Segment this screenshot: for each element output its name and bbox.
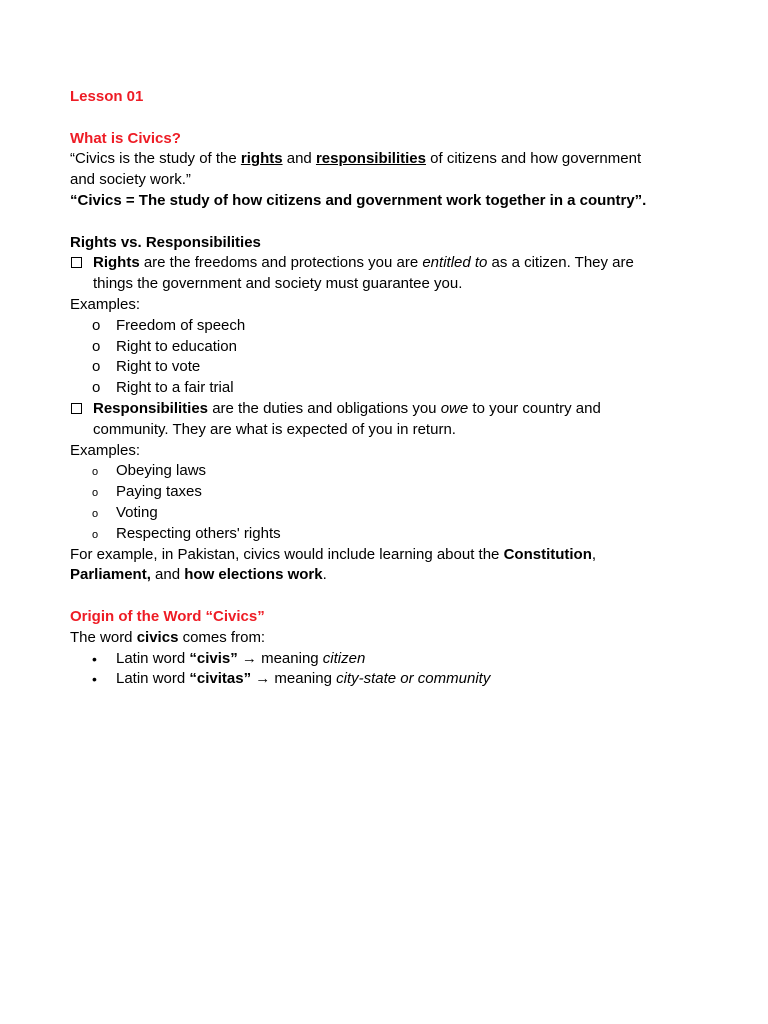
list-item: • Latin word “civitas” → meaning city-state or community [70,669,710,690]
circle-bullet-icon: o [92,358,101,376]
list-item: o Freedom of speech [70,316,710,337]
what-is-civics-heading: What is Civics? [70,129,181,147]
rights-examples-label: Examples: [70,295,141,313]
definition-quote: “Civics is the study of the rights and responsibilities of citizens and how government [70,150,642,168]
rights-term: rights [240,150,283,168]
list-item: o Voting [70,503,710,524]
lesson-title: Lesson 01 [70,88,144,105]
bullet-icon: • [92,650,97,667]
circle-bullet-icon: o [92,379,101,397]
pakistan-example-line2: Parliament, and how elections work. [70,566,327,584]
circle-bullet-icon: o [92,528,99,541]
pakistan-example: For example, in Pakistan, civics would include learning about the Constitution, [70,545,597,563]
document-page [70,87,710,690]
checkbox-icon [71,257,82,268]
civics-equation: “Civics = The study of how citizens and government work together in a country”. [70,191,647,209]
circle-bullet-icon: o [92,466,99,479]
list-item: o Right to a fair trial [70,378,710,399]
responsibilities-term: responsibilities [315,150,426,168]
checkbox-icon [71,403,82,414]
bullet-icon: • [92,671,97,688]
rights-vs-responsibilities-heading: Rights vs. Responsibilities [70,233,261,251]
circle-bullet-icon: o [92,487,99,500]
rights-item: Rights are the freedoms and protections you are entitled to as a citizen. They are [70,253,710,274]
list-item: o Right to vote [70,357,710,378]
definition-quote-line2: and society work.” [70,171,191,189]
responsibilities-examples-label: Examples: [70,441,141,459]
list-item: o Obeying laws [70,461,710,482]
list-item: o Respecting others' rights [70,524,710,545]
origin-intro: The word civics comes from: [70,628,266,646]
list-item: o Paying taxes [70,482,710,503]
rights-item-line2: things the government and society must guarantee you. [93,275,463,293]
list-item: • Latin word “civis” → meaning citizen [70,649,710,670]
origin-heading: Origin of the Word “Civics” [70,607,265,625]
responsibilities-item: Responsibilities are the duties and obligations you owe to your country and [70,399,710,420]
list-item: o Right to education [70,337,710,358]
circle-bullet-icon: o [92,316,101,334]
responsibilities-item-line2: community. They are what is expected of you in return. [93,420,456,438]
circle-bullet-icon: o [92,337,101,355]
circle-bullet-icon: o [92,507,99,520]
